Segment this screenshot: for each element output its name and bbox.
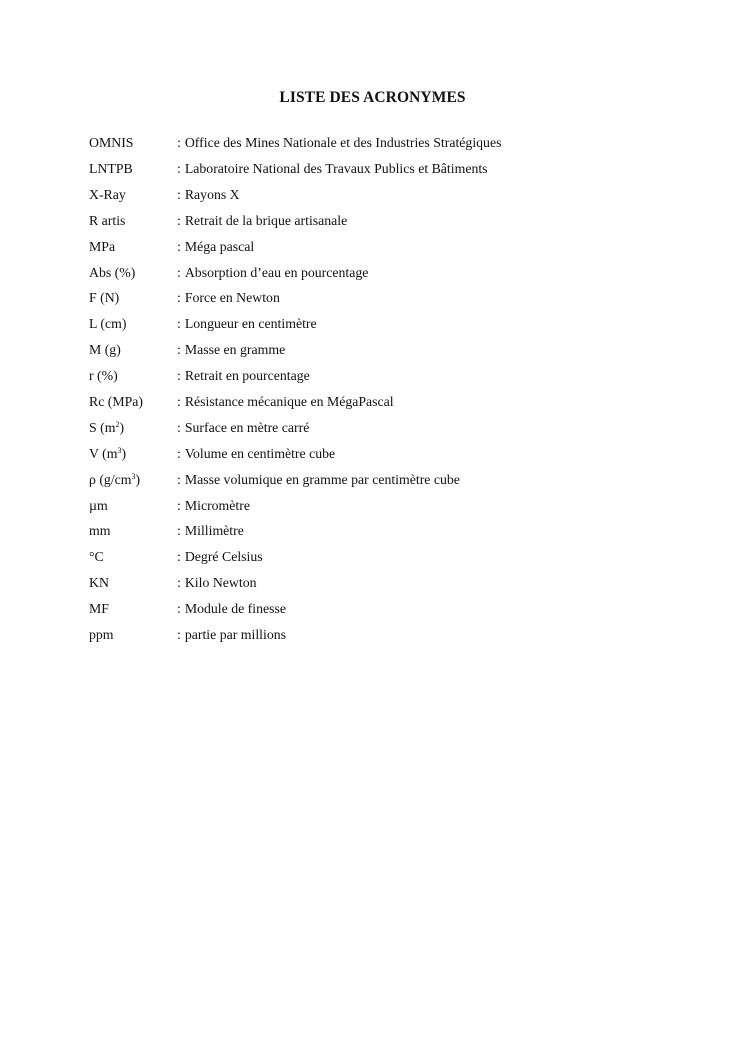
acronym-row bbox=[89, 389, 689, 415]
acronym-definition: partie par millions bbox=[184, 626, 286, 642]
acronym-definition: Retrait de la brique artisanale bbox=[184, 212, 348, 228]
acronym-abbr: r (%) bbox=[89, 368, 118, 384]
acronym-abbr: mm bbox=[89, 523, 111, 539]
acronym-separator: : bbox=[177, 445, 181, 461]
abbr-text-end: ) bbox=[119, 419, 125, 435]
acronym-definition: Laboratoire National des Travaux Publics et Bâtiments bbox=[184, 160, 488, 176]
acronym-abbr: ppm bbox=[89, 626, 114, 642]
acronym-definition: Kilo Newton bbox=[184, 575, 257, 591]
acronym-definition: Masse volumique en gramme par centimètre cube bbox=[184, 471, 460, 487]
acronym-row bbox=[89, 363, 689, 389]
abbr-text-end: ) bbox=[121, 445, 127, 461]
acronym-abbr: M (g) bbox=[89, 342, 121, 358]
acronym-definition: Absorption d’eau en pourcentage bbox=[184, 264, 369, 280]
acronym-separator: : bbox=[177, 419, 181, 435]
acronym-separator: : bbox=[177, 368, 181, 384]
acronym-separator: : bbox=[177, 160, 181, 176]
abbr-text: V (m bbox=[89, 445, 118, 461]
acronym-separator: : bbox=[177, 393, 181, 409]
abbr-text: S (m bbox=[89, 419, 116, 435]
acronym-separator: : bbox=[177, 342, 181, 358]
acronym-abbr: °C bbox=[89, 549, 104, 565]
acronym-definition: Office des Mines Nationale et des Industries Stratégiques bbox=[184, 135, 502, 151]
acronym-list bbox=[89, 130, 689, 648]
acronym-row bbox=[89, 544, 689, 570]
acronym-row bbox=[89, 622, 689, 648]
acronym-separator: : bbox=[177, 523, 181, 539]
acronym-separator: : bbox=[177, 238, 181, 254]
acronym-separator: : bbox=[177, 575, 181, 591]
acronym-row bbox=[89, 467, 689, 493]
acronym-separator: : bbox=[177, 601, 181, 617]
acronym-definition: Masse en gramme bbox=[184, 342, 286, 358]
acronym-abbr: MPa bbox=[89, 238, 116, 254]
acronym-row bbox=[89, 285, 689, 311]
acronym-abbr: F (N) bbox=[89, 290, 120, 306]
acronym-definition: Retrait en pourcentage bbox=[184, 368, 310, 384]
acronym-abbr bbox=[89, 447, 177, 461]
acronym-abbr: MF bbox=[89, 601, 109, 617]
acronym-separator: : bbox=[177, 290, 181, 306]
acronym-definition: Degré Celsius bbox=[184, 549, 263, 565]
acronym-definition: Force en Newton bbox=[184, 290, 280, 306]
acronym-row bbox=[89, 259, 689, 285]
acronym-abbr bbox=[89, 473, 177, 487]
acronym-separator: : bbox=[177, 186, 181, 202]
acronym-abbr: LNTPB bbox=[89, 160, 133, 176]
acronym-definition: Résistance mécanique en MégaPascal bbox=[184, 393, 394, 409]
abbr-text-end: ) bbox=[135, 471, 141, 487]
abbr-superscript: 3 bbox=[117, 445, 122, 455]
acronym-definition: Volume en centimètre cube bbox=[184, 445, 336, 461]
abbr-text: ρ (g/cm bbox=[89, 471, 132, 487]
acronym-row bbox=[89, 337, 689, 363]
acronym-definition: Rayons X bbox=[184, 186, 240, 202]
acronym-definition: Micromètre bbox=[184, 497, 250, 513]
acronym-separator: : bbox=[177, 316, 181, 332]
acronym-row bbox=[89, 234, 689, 260]
abbr-superscript: 2 bbox=[115, 419, 120, 429]
acronym-abbr: OMNIS bbox=[89, 135, 134, 151]
acronym-separator: : bbox=[177, 264, 181, 280]
acronym-abbr: µm bbox=[89, 497, 108, 513]
acronym-separator: : bbox=[177, 135, 181, 151]
acronym-abbr: L (cm) bbox=[89, 316, 127, 332]
acronym-row bbox=[89, 518, 689, 544]
acronym-row bbox=[89, 596, 689, 622]
acronym-abbr: Abs (%) bbox=[89, 264, 136, 280]
acronym-definition: Millimètre bbox=[184, 523, 244, 539]
acronym-definition: Méga pascal bbox=[184, 238, 255, 254]
abbr-superscript: 3 bbox=[131, 471, 136, 481]
acronym-row bbox=[89, 182, 689, 208]
acronym-abbr: Rc (MPa) bbox=[89, 393, 144, 409]
acronym-separator: : bbox=[177, 626, 181, 642]
acronym-row bbox=[89, 415, 689, 441]
page-title: LISTE DES ACRONYMES bbox=[279, 89, 466, 106]
acronym-separator: : bbox=[177, 212, 181, 228]
acronym-row bbox=[89, 130, 689, 156]
acronym-separator: : bbox=[177, 497, 181, 513]
acronym-definition: Longueur en centimètre bbox=[184, 316, 317, 332]
acronym-row bbox=[89, 570, 689, 596]
acronym-row bbox=[89, 208, 689, 234]
acronym-abbr: R artis bbox=[89, 212, 126, 228]
acronym-abbr: KN bbox=[89, 575, 109, 591]
acronym-definition: Module de finesse bbox=[184, 601, 286, 617]
acronym-row bbox=[89, 156, 689, 182]
acronym-separator: : bbox=[177, 549, 181, 565]
acronym-definition: Surface en mètre carré bbox=[184, 419, 310, 435]
acronym-row bbox=[89, 492, 689, 518]
acronym-abbr bbox=[89, 421, 177, 435]
acronym-row bbox=[89, 311, 689, 337]
acronym-separator: : bbox=[177, 471, 181, 487]
acronym-row bbox=[89, 441, 689, 467]
acronym-abbr: X-Ray bbox=[89, 186, 126, 202]
